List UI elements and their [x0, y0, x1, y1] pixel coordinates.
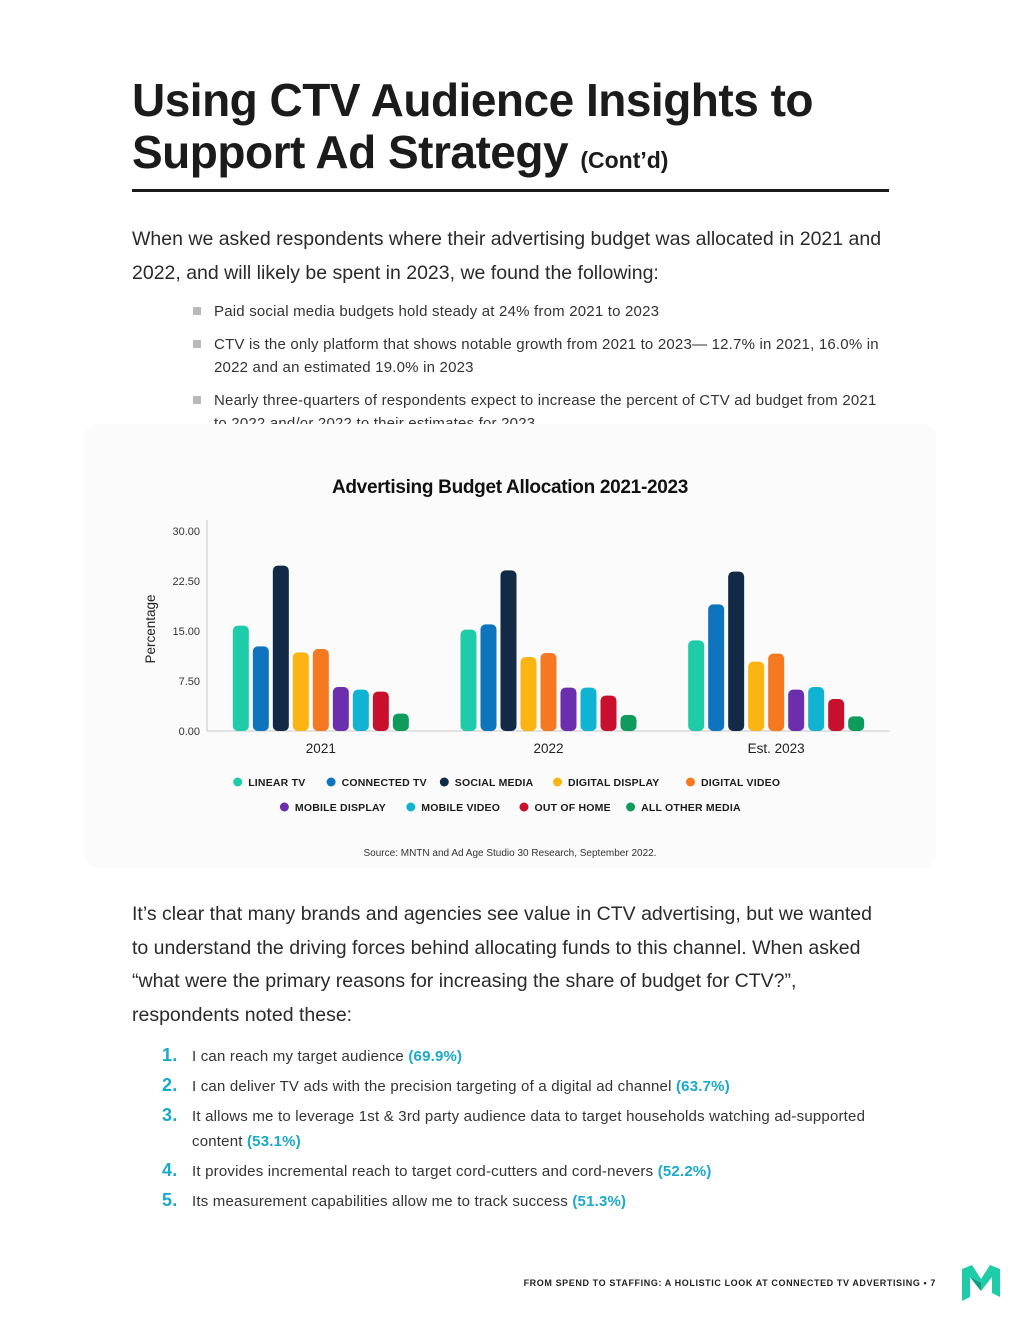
legend-label-digital-display: DIGITAL DISPLAY [568, 777, 660, 789]
reasons-intro-paragraph: It’s clear that many brands and agencies see value in CTV advertising, but we wanted to understand the driving forces behind allocating funds to this channel. When asked “what were the primary reasons for increasing the share of budget for CTV?”, respondents noted these: [132, 903, 872, 1026]
x-tick-label: Est. 2023 [747, 741, 805, 756]
bar-digital-video [768, 654, 784, 731]
bar-linear-tv [233, 626, 249, 731]
legend-label-linear-tv: LINEAR TV [248, 777, 306, 789]
bar-mobile-video [808, 687, 824, 731]
reason-number: 1. [162, 1045, 178, 1065]
legend-label-out-of-home: OUT OF HOME [534, 802, 611, 814]
reason-text: I can reach my target audience [192, 1048, 404, 1065]
bar-connected-tv [708, 604, 724, 731]
y-tick-label: 0.00 [178, 726, 200, 738]
chart-title: Advertising Budget Allocation 2021-2023 [331, 477, 689, 498]
reason-percent: (53.1%) [246, 1133, 301, 1150]
bar-mobile-video [353, 690, 369, 731]
legend-swatch-all-other-media [626, 803, 635, 812]
reason-percent: (69.9%) [408, 1048, 463, 1065]
legend-swatch-mobile-video [406, 803, 415, 812]
bar-digital-display [748, 662, 764, 731]
reason-item [160, 1104, 900, 1154]
page-footer: FROM SPEND TO STAFFING: A HOLISTIC LOOK AT CONNECTED TV ADVERTISING • 7 [523, 1278, 936, 1288]
reason-item [160, 1044, 900, 1069]
reason-text: It provides incremental reach to target cord-cutters and cord-nevers [192, 1163, 654, 1180]
bar-all-other-media [393, 714, 409, 731]
bar-mobile-display [333, 687, 349, 731]
reason-number: 5. [162, 1190, 178, 1210]
bar-out-of-home [828, 699, 844, 731]
bar-mobile-display [561, 688, 577, 731]
legend-swatch-mobile-display [280, 803, 289, 812]
legend-label-connected-tv: CONNECTED TV [341, 777, 427, 789]
legend-label-digital-video: DIGITAL VIDEO [701, 777, 781, 789]
bar-all-other-media [621, 715, 637, 731]
legend-swatch-digital-display [553, 778, 562, 787]
legend-swatch-social-media [440, 778, 449, 787]
reason-number: 2. [162, 1075, 178, 1095]
bar-mobile-video [581, 688, 597, 731]
reason-percent: (63.7%) [675, 1078, 730, 1095]
y-tick-label: 7.50 [178, 676, 200, 688]
reasons-list [160, 1044, 900, 1219]
finding-text: CTV is the only platform that shows notable growth from 2021 to 2023— 12.7% in 2021, 16.0% in 2022 and an estimated 19.0% in 2023 [214, 336, 879, 376]
legend-swatch-connected-tv [327, 778, 336, 787]
square-bullet-icon [193, 307, 201, 315]
page-title [132, 74, 892, 186]
bar-digital-video [313, 649, 329, 731]
finding-text: Paid social media budgets hold steady at 24% from 2021 to 2023 [214, 303, 660, 320]
bar-out-of-home [373, 692, 389, 731]
bar-social-media [273, 566, 289, 731]
legend-label-mobile-display: MOBILE DISPLAY [294, 802, 386, 814]
reason-text: Its measurement capabilities allow me to track success [192, 1193, 568, 1210]
budget-allocation-chart [84, 424, 936, 868]
bar-all-other-media [848, 716, 864, 731]
reason-text: It allows me to leverage 1st & 3rd party audience data to target households watching ad-supported content [192, 1108, 866, 1150]
chart-source-note: Source: MNTN and Ad Age Studio 30 Research, September 2022. [363, 848, 657, 859]
bar-digital-display [293, 652, 309, 731]
y-axis-label: Percentage [143, 594, 158, 664]
reason-percent: (51.3%) [572, 1193, 627, 1210]
x-tick-label: 2022 [533, 741, 564, 756]
legend-label-all-other-media: ALL OTHER MEDIA [641, 802, 741, 814]
y-tick-label: 30.00 [172, 526, 200, 538]
finding-text: Nearly three-quarters of respondents expect to increase the percent of CTV ad budget from 2021 [214, 392, 877, 409]
legend-label-social-media: SOCIAL MEDIA [454, 777, 534, 789]
legend-label-mobile-video: MOBILE VIDEO [421, 802, 501, 814]
legend-swatch-out-of-home [520, 803, 529, 812]
square-bullet-icon [193, 340, 201, 348]
bar-social-media [728, 572, 744, 731]
finding-item [193, 333, 883, 379]
reason-item [160, 1189, 900, 1214]
title-suffix: (Cont’d) [580, 147, 669, 173]
bar-linear-tv [461, 630, 477, 731]
reason-number: 3. [162, 1105, 178, 1125]
bar-connected-tv [481, 624, 497, 731]
bar-connected-tv [253, 646, 269, 731]
finding-item [193, 300, 883, 323]
bar-digital-display [521, 657, 537, 731]
reason-number: 4. [162, 1160, 178, 1180]
title-text: Using CTV Audience Insights to Support Ad Strategy [132, 74, 813, 178]
bar-out-of-home [601, 696, 617, 731]
reason-text: I can deliver TV ads with the precision targeting of a digital ad channel [192, 1078, 672, 1095]
bar-mobile-display [788, 690, 804, 731]
y-tick-label: 15.00 [172, 626, 200, 638]
bar-social-media [501, 570, 517, 731]
square-bullet-icon [193, 396, 201, 404]
legend-swatch-digital-video [686, 778, 695, 787]
bar-digital-video [541, 653, 557, 731]
x-tick-label: 2021 [305, 741, 336, 756]
legend-swatch-linear-tv [233, 778, 242, 787]
mntn-logo-icon [960, 1265, 1002, 1301]
chart-panel [84, 424, 936, 868]
reason-item [160, 1074, 900, 1099]
y-tick-label: 22.50 [172, 576, 200, 588]
reason-item [160, 1159, 900, 1184]
intro-paragraph: When we asked respondents where their advertising budget was allocated in 2021 and 2022, and will likely be spent in 2023, we found the following: [132, 228, 882, 284]
reason-percent: (52.2%) [657, 1163, 712, 1180]
bar-linear-tv [688, 640, 704, 731]
title-divider [132, 189, 889, 192]
